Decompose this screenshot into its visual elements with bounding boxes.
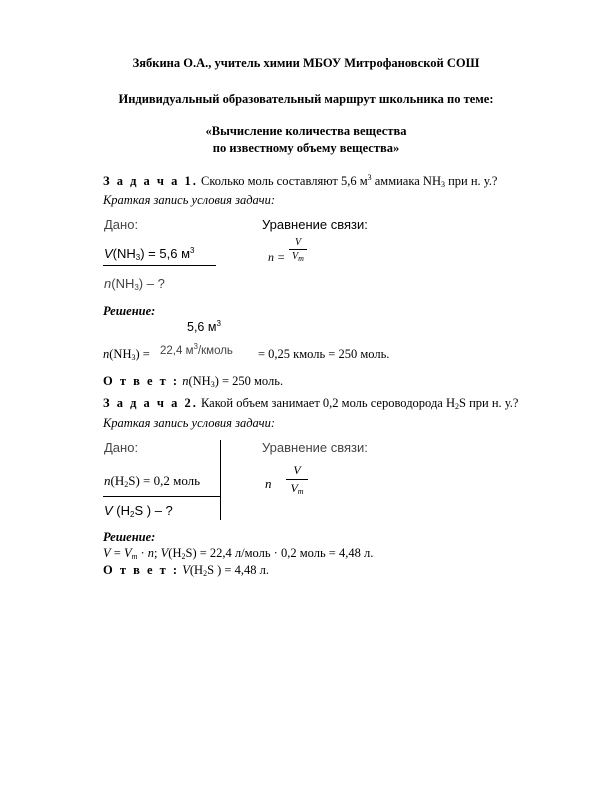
task2-answer: О т в е т : $V(H_2S$ ) = 4,48 л. bbox=[103, 563, 269, 578]
task2-equation-n: n bbox=[265, 476, 272, 491]
task2-given-label: Дано: bbox=[104, 440, 139, 455]
task1-given-label: Дано: bbox=[104, 217, 139, 232]
task2-short-record: Краткая запись условия задачи: bbox=[103, 416, 276, 430]
task2-solution-label: Решение: bbox=[103, 530, 156, 544]
task2-solution-formula: $V = V_m \cdot n$; $V(H_2S) = 22,4$ л/моль · 0,2 моль = 4,48 л. bbox=[103, 546, 374, 561]
task2-vertical-divider bbox=[220, 440, 221, 520]
task2-question: З а д а ч а 2. Какой объем занимает 0,2 моль сероводорода $H_2S$ при н. у.? bbox=[103, 396, 519, 411]
task2-equation-fraction: V $V_m$ bbox=[286, 463, 308, 496]
task1-calc-numerator: 5,6 $м^3$ bbox=[187, 319, 221, 334]
task1-given-value: $V(NH_3) = 5,6$ $м^3$ bbox=[104, 246, 195, 262]
task1-short-record: Краткая запись условия задачи: bbox=[103, 193, 276, 207]
task1-label: З а д а ч а 1. bbox=[103, 174, 198, 188]
task1-equation-label: Уравнение связи: bbox=[262, 217, 368, 232]
task1-given-divider bbox=[103, 265, 216, 266]
task1-equation-n: n = bbox=[268, 250, 286, 264]
task2-equation-label: Уравнение связи: bbox=[262, 440, 368, 455]
task1-calc-result: = 0,25 кмоль = 250 моль. bbox=[258, 347, 390, 361]
task2-find-value: V ($H_2S$ ) – ? bbox=[104, 503, 173, 519]
task1-calc-denominator: 22,4 $м^3$/кмоль bbox=[160, 342, 233, 357]
task2-label: З а д а ч а 2. bbox=[103, 396, 198, 410]
task2-given-value: $n(H_2S) = 0,2$ моль bbox=[104, 473, 201, 489]
author-line: Зябкина О.А., учитель химии МБОУ Митрофановской СОШ bbox=[132, 56, 480, 70]
topic-title-line2: по известному объему вещества» bbox=[212, 141, 400, 155]
task1-calc-lhs: $n(NH_3)$ = bbox=[103, 347, 150, 362]
task1-solution-label: Решение: bbox=[103, 304, 156, 318]
route-line: Индивидуальный образовательный маршрут школьника по теме: bbox=[118, 92, 494, 106]
task2-given-divider bbox=[103, 496, 221, 497]
task1-question: З а д а ч а 1. Сколько моль составляют 5,6 $м^3$ аммиака $NH_3$ при н. у.? bbox=[103, 173, 498, 189]
task1-answer: О т в е т : $n(NH_3) = 250$ моль. bbox=[103, 374, 284, 389]
task1-find-value: $n(NH_3)$ – ? bbox=[104, 276, 165, 292]
topic-title-line1: «Вычисление количества вещества bbox=[205, 124, 407, 138]
task1-equation-fraction: V $V_m$ bbox=[289, 237, 307, 263]
